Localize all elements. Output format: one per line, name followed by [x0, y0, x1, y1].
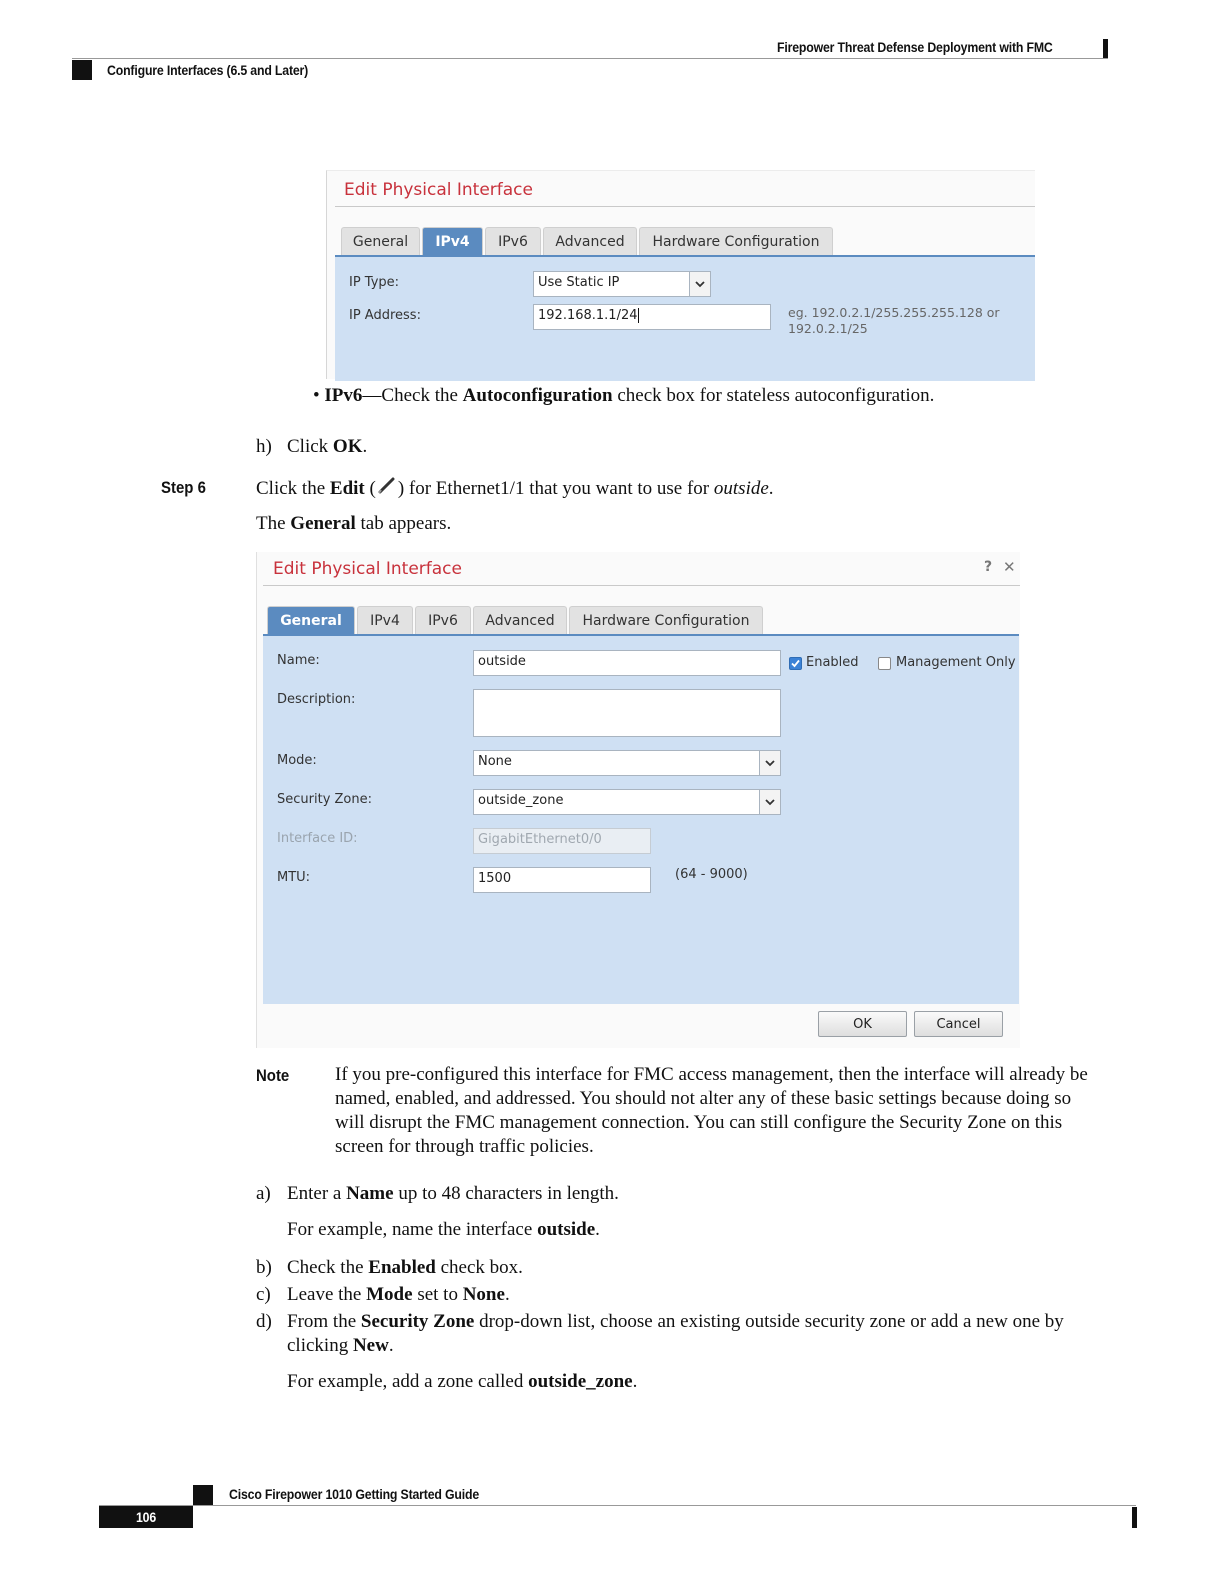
text: check box.	[435, 1257, 523, 1278]
ip-type-label: IP Type:	[349, 275, 400, 290]
mtu-label: MTU:	[277, 870, 311, 885]
substep-h-marker: h)	[256, 436, 272, 457]
text: .	[362, 436, 368, 457]
substep-a-marker: a)	[256, 1183, 271, 1204]
text: .	[768, 478, 774, 499]
text: For example, name the interface	[287, 1219, 538, 1240]
substep-c-text	[287, 1283, 510, 1307]
security-zone-value: outside_zone	[478, 793, 564, 808]
cancel-button[interactable]: Cancel	[914, 1011, 1003, 1037]
text: Click	[287, 436, 333, 457]
note-line-2: named, enabled, and addressed. You should not alter any of these basic settings because doing so	[335, 1088, 1072, 1109]
description-label: Description:	[277, 692, 356, 707]
tab-general[interactable]: General	[267, 606, 355, 635]
text: (	[364, 478, 376, 499]
tab-advanced[interactable]: Advanced	[473, 606, 567, 635]
substep-b-marker: b)	[256, 1257, 272, 1278]
enabled-checkbox[interactable]	[789, 657, 802, 670]
text: Check the	[287, 1257, 369, 1278]
ipv6-bullet-line	[313, 384, 934, 408]
substep-h-text	[287, 435, 367, 459]
step-label: Step 6	[161, 478, 206, 497]
mtu-range-hint: (64 - 9000)	[675, 867, 748, 882]
help-icon[interactable]: ?	[984, 559, 993, 575]
step6-text	[256, 476, 774, 503]
ip-address-input[interactable]	[533, 304, 771, 330]
substep-d-example	[287, 1370, 637, 1394]
text: Click the	[256, 478, 330, 499]
text: From the	[287, 1311, 361, 1332]
substep-d-text-line2	[287, 1334, 394, 1358]
security-zone-select[interactable]	[473, 789, 781, 815]
italic-outside: outside	[713, 478, 769, 499]
dialog-general-screenshot	[256, 552, 1020, 1048]
bold-name: Name	[346, 1183, 394, 1204]
text: tab appears.	[355, 513, 452, 534]
footer-square-marker	[193, 1485, 213, 1505]
text: check box for stateless autoconfiguration.	[612, 385, 935, 406]
management-only-checkbox[interactable]	[878, 657, 891, 670]
bold-outside: outside	[537, 1219, 596, 1240]
chevron-down-icon[interactable]	[759, 790, 780, 814]
tab-general[interactable]: General	[341, 227, 420, 256]
name-label: Name:	[277, 653, 320, 668]
bold-ipv6: IPv6	[324, 385, 363, 406]
mode-value: None	[478, 754, 512, 769]
mode-select[interactable]	[473, 750, 781, 776]
text: .	[504, 1284, 510, 1305]
ok-button[interactable]: OK	[818, 1011, 907, 1037]
title-divider	[335, 206, 1035, 207]
note-line-3: will disrupt the FMC management connection. You can still configure the Security Zone on this	[335, 1112, 1063, 1133]
text: —Check the	[362, 385, 463, 406]
ip-address-label: IP Address:	[349, 308, 421, 323]
page-number: 106	[136, 1509, 157, 1525]
bold-outside-zone: outside_zone	[528, 1371, 633, 1392]
bold-edit: Edit	[329, 478, 365, 499]
chevron-down-icon[interactable]	[759, 751, 780, 775]
description-textarea[interactable]	[473, 689, 781, 737]
text: drop-down list, choose an existing outside security zone or add a new one by	[474, 1311, 1064, 1332]
tab-bar	[267, 606, 1017, 636]
enabled-label: Enabled	[806, 655, 859, 670]
footer-rule	[99, 1505, 1136, 1506]
text: up to 48 characters in length.	[393, 1183, 619, 1204]
bold-security-zone: Security Zone	[360, 1311, 475, 1332]
ip-address-hint-line2: 192.0.2.1/25	[788, 321, 868, 336]
tab-ipv6[interactable]: IPv6	[415, 606, 471, 635]
substep-d-marker: d)	[256, 1311, 272, 1332]
substep-d-text	[287, 1310, 1064, 1334]
note-line-4: screen for through traffic policies.	[335, 1136, 594, 1157]
bold-none: None	[462, 1284, 505, 1305]
substep-a-example	[287, 1218, 600, 1242]
dialog-title: Edit Physical Interface	[273, 559, 462, 579]
section-title: Configure Interfaces (6.5 and Later)	[107, 62, 309, 78]
chevron-down-icon[interactable]	[689, 272, 710, 296]
ip-type-value: Use Static IP	[538, 275, 620, 290]
tab-bar	[341, 227, 1035, 257]
management-only-label: Management Only	[896, 655, 1016, 670]
footer-guide-title: Cisco Firepower 1010 Getting Started Guide	[229, 1486, 480, 1502]
text: .	[632, 1371, 638, 1392]
bold-enabled: Enabled	[368, 1257, 436, 1278]
dialog-title: Edit Physical Interface	[344, 180, 533, 200]
text: The	[256, 513, 291, 534]
title-divider	[263, 585, 1020, 586]
substep-a-text	[287, 1182, 619, 1206]
text: .	[595, 1219, 600, 1240]
bold-mode: Mode	[366, 1284, 413, 1305]
ip-address-hint-line1: eg. 192.0.2.1/255.255.255.128 or	[788, 305, 1000, 320]
tab-ipv4[interactable]: IPv4	[357, 606, 413, 635]
bold-autoconfiguration: Autoconfiguration	[462, 385, 613, 406]
pencil-icon	[376, 476, 398, 503]
tab-hardware-configuration[interactable]: Hardware Configuration	[639, 227, 833, 256]
general-tab-appears-text	[256, 512, 451, 536]
mtu-input[interactable]: 1500	[473, 867, 651, 893]
bold-new: New	[352, 1335, 389, 1356]
tab-panel	[335, 255, 1035, 381]
substep-c-marker: c)	[256, 1284, 271, 1305]
tab-panel	[263, 634, 1019, 1004]
tab-advanced[interactable]: Advanced	[543, 227, 637, 256]
security-zone-label: Security Zone:	[277, 792, 372, 807]
mode-label: Mode:	[277, 753, 317, 768]
bullet: •	[313, 385, 320, 406]
text-cursor	[638, 308, 639, 323]
header-rule	[72, 58, 1108, 59]
text: Leave the	[287, 1284, 367, 1305]
close-icon[interactable]: ✕	[1003, 558, 1016, 576]
text: clicking	[287, 1335, 353, 1356]
running-header-title: Firepower Threat Defense Deployment with FMC	[777, 39, 1053, 55]
text: Enter a	[287, 1183, 347, 1204]
note-line-1: If you pre-configured this interface for FMC access management, then the interface will already be	[335, 1064, 1088, 1085]
tab-ipv4[interactable]: IPv4	[422, 227, 483, 256]
bold-ok: OK	[332, 436, 363, 457]
interface-id-label: Interface ID:	[277, 831, 358, 846]
header-bar-marker	[1103, 39, 1108, 58]
bold-general: General	[290, 513, 356, 534]
note-label: Note	[256, 1066, 290, 1085]
text: set to	[412, 1284, 463, 1305]
ip-address-value: 192.168.1.1/24	[538, 308, 638, 323]
interface-id-field: GigabitEthernet0/0	[473, 828, 651, 854]
section-square-marker	[72, 60, 92, 80]
text: .	[388, 1335, 394, 1356]
dialog-ipv4-screenshot	[326, 170, 1035, 379]
footer-bar-marker	[1132, 1507, 1137, 1528]
text: ) for Ethernet1/1 that you want to use for	[397, 478, 714, 499]
text: For example, add a zone called	[287, 1371, 529, 1392]
name-input[interactable]: outside	[473, 650, 781, 676]
tab-ipv6[interactable]: IPv6	[485, 227, 541, 256]
tab-hardware-configuration[interactable]: Hardware Configuration	[569, 606, 763, 635]
substep-b-text	[287, 1256, 523, 1280]
ip-type-select[interactable]	[533, 271, 711, 297]
